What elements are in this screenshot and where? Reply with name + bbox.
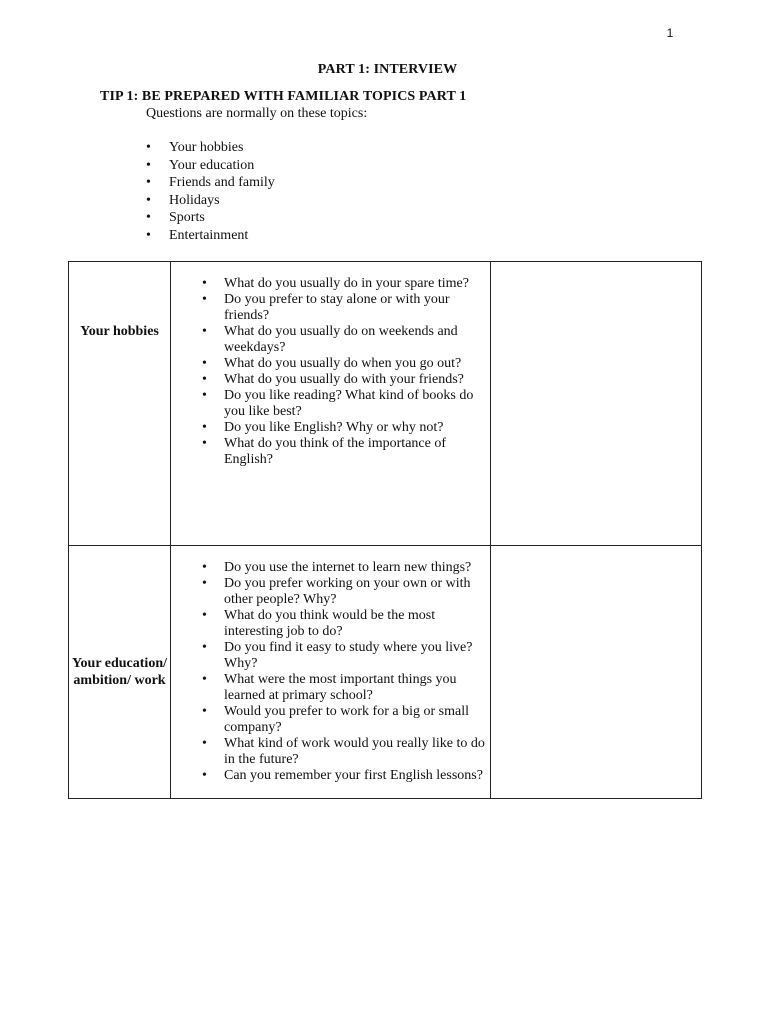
question-item: • Do you use the internet to learn new things? [171, 560, 490, 576]
question-item: • What were the most important things you learned at primary school? [171, 672, 490, 704]
question-item: • What do you usually do with your friends? [171, 372, 490, 388]
intro-text: Questions are normally on these topics: [146, 106, 368, 121]
question-item: • What do you think of the importance of English? [171, 436, 490, 468]
questions-cell [171, 262, 491, 546]
question-list [171, 262, 490, 468]
topic-item: • Your hobbies [146, 139, 275, 157]
question-item: • Do you find it easy to study where you live? Why? [171, 640, 490, 672]
tip-title: TIP 1: BE PREPARED WITH FAMILIAR TOPICS PART 1 [100, 89, 467, 104]
topic-item: • Friends and family [146, 174, 275, 192]
question-item: • What kind of work would you really like to do in the future? [171, 736, 490, 768]
page-number: 1 [666, 26, 674, 40]
question-item: • What do you think would be the most interesting job to do? [171, 608, 490, 640]
topic-item: • Sports [146, 209, 275, 227]
question-item: • Do you prefer to stay alone or with your friends? [171, 292, 490, 324]
question-item: • What do you usually do on weekends and weekdays? [171, 324, 490, 356]
topic-item: • Holidays [146, 192, 275, 210]
question-list [171, 546, 490, 784]
answer-cell [491, 262, 702, 546]
topic-item: • Entertainment [146, 227, 275, 245]
topics-table [68, 261, 702, 799]
table-row [69, 546, 702, 799]
question-item: • Would you prefer to work for a big or small company? [171, 704, 490, 736]
topic-item: • Your education [146, 157, 275, 175]
question-item: • Do you like English? Why or why not? [171, 420, 490, 436]
question-item: • Can you remember your first English lessons? [171, 768, 490, 784]
topic-cell [69, 546, 171, 799]
topic-cell [69, 262, 171, 546]
answer-cell [491, 546, 702, 799]
question-item: • What do you usually do when you go out? [171, 356, 490, 372]
questions-cell [171, 546, 491, 799]
topic-label: Your hobbies [80, 324, 159, 339]
table-row [69, 262, 702, 546]
question-item: • Do you like reading? What kind of books do you like best? [171, 388, 490, 420]
topic-label-line: ambition/ work [73, 673, 166, 688]
part-title: PART 1: INTERVIEW [317, 62, 458, 77]
topic-label-line: Your education/ [71, 656, 168, 671]
question-item: • Do you prefer working on your own or with other people? Why? [171, 576, 490, 608]
topic-list [146, 139, 275, 244]
question-item: • What do you usually do in your spare time? [171, 276, 490, 292]
